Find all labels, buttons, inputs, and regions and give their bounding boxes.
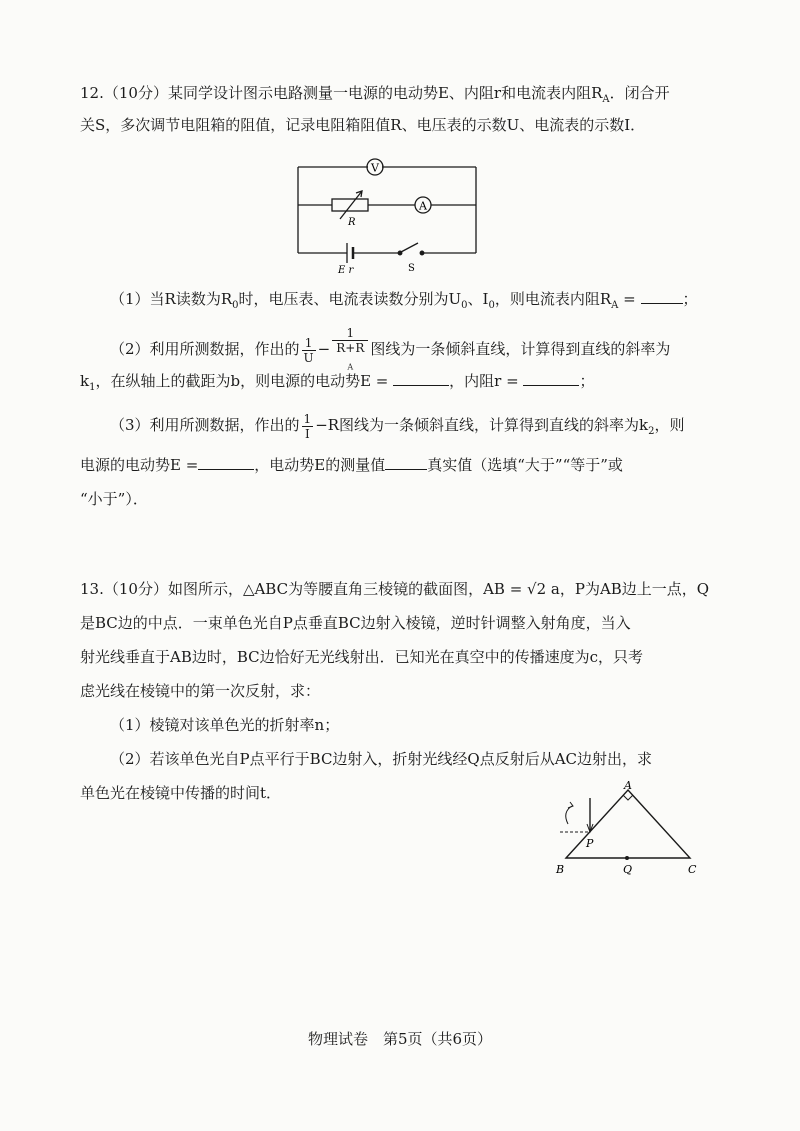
ammeter-label: A — [419, 199, 427, 213]
vertex-b-label: B — [556, 863, 565, 876]
q12-part3-line3: “小于”）． — [80, 490, 148, 508]
battery-label: E r — [338, 265, 354, 275]
prism-figure — [548, 780, 708, 880]
q12-part1: （1）当R读数为$R_0$时，电压表、电流表读数分别为$U_0$、$I_0$，则电流表内阻$R_A$ = ； — [110, 290, 698, 311]
resistor-label: R — [348, 217, 356, 228]
q12-part2-line2: $k_1$，在纵轴上的截距为b，则电源的电动势E = ，内阻r = ； — [80, 372, 595, 393]
q13-line1: 13.（10分）如图所示，△ABC为等腰直角三棱镜的截面图，AB = √2 a，P为AB边上一点，Q — [80, 580, 710, 598]
q12-line2: 关S，多次调节电阻箱的阻值，记录电阻箱阻值R、电压表的示数U、电流表的示数I． — [80, 116, 646, 134]
q13-part2: （2）若该单色光自P点平行于BC边射入，折射光线经Q点反射后从AC边射出，求 — [110, 750, 653, 768]
point-q-label: Q — [623, 863, 633, 876]
answer-blank-emf[interactable] — [393, 371, 449, 386]
vertex-c-label: C — [688, 863, 697, 876]
q12-part3: （3）利用所测数据，作出的 $\frac{1}{I}$ −R图线为一条倾斜直线，计算得到直线的斜率为$k_2$，则 — [110, 411, 685, 441]
fraction-1-over-I: $\frac{1}{I}$ — [303, 411, 312, 441]
voltmeter-label: V — [371, 161, 379, 175]
page-footer: 物理试卷 第5页（共6页） — [307, 1030, 493, 1048]
point-p-label: P — [586, 837, 594, 850]
vertex-a-label: A — [624, 780, 632, 792]
q13-line3: 射光线垂直于AB边时，BC边恰好无光线射出．已知光在真空中的传播速度为c，只考 — [80, 648, 644, 666]
q12-header: 12.（10分）某同学设计图示电路测量一电源的电动势E、内阻r和电流表内阻$R_A$．闭合开 — [80, 84, 670, 105]
answer-blank-compare[interactable] — [385, 455, 427, 470]
answer-blank-r[interactable] — [523, 371, 579, 386]
switch-label: S — [408, 263, 415, 274]
fraction-1-over-R-RA: 1 R+R $_A$ — [332, 326, 368, 374]
q13-part2-line2: 单色光在棱镜中传播的时间t． — [80, 784, 282, 802]
q12-part3-line2: 电源的电动势E = ，电动势E的测量值 真实值（选填“大于”“等于”或 — [80, 456, 623, 474]
q13-part1: （1）棱镜对该单色光的折射率n； — [110, 716, 340, 734]
q12-part2: （2）利用所测数据，作出的 $\frac{1}{U}$ − 1 R+R $_A$ 图线为一条倾斜直线，计算得到直线的斜率为 — [110, 326, 720, 374]
answer-blank-ra[interactable] — [641, 289, 683, 304]
circuit-diagram — [290, 155, 520, 275]
q13-line4: 虑光线在棱镜中的第一次反射，求： — [80, 682, 321, 700]
q13-line2: 是BC边的中点．一束单色光自P点垂直BC边射入棱镜，逆时针调整入射角度，当入 — [80, 614, 631, 632]
answer-blank-emf-2[interactable] — [198, 455, 254, 470]
fraction-1-over-U: $\frac{1}{U}$ — [303, 335, 314, 365]
